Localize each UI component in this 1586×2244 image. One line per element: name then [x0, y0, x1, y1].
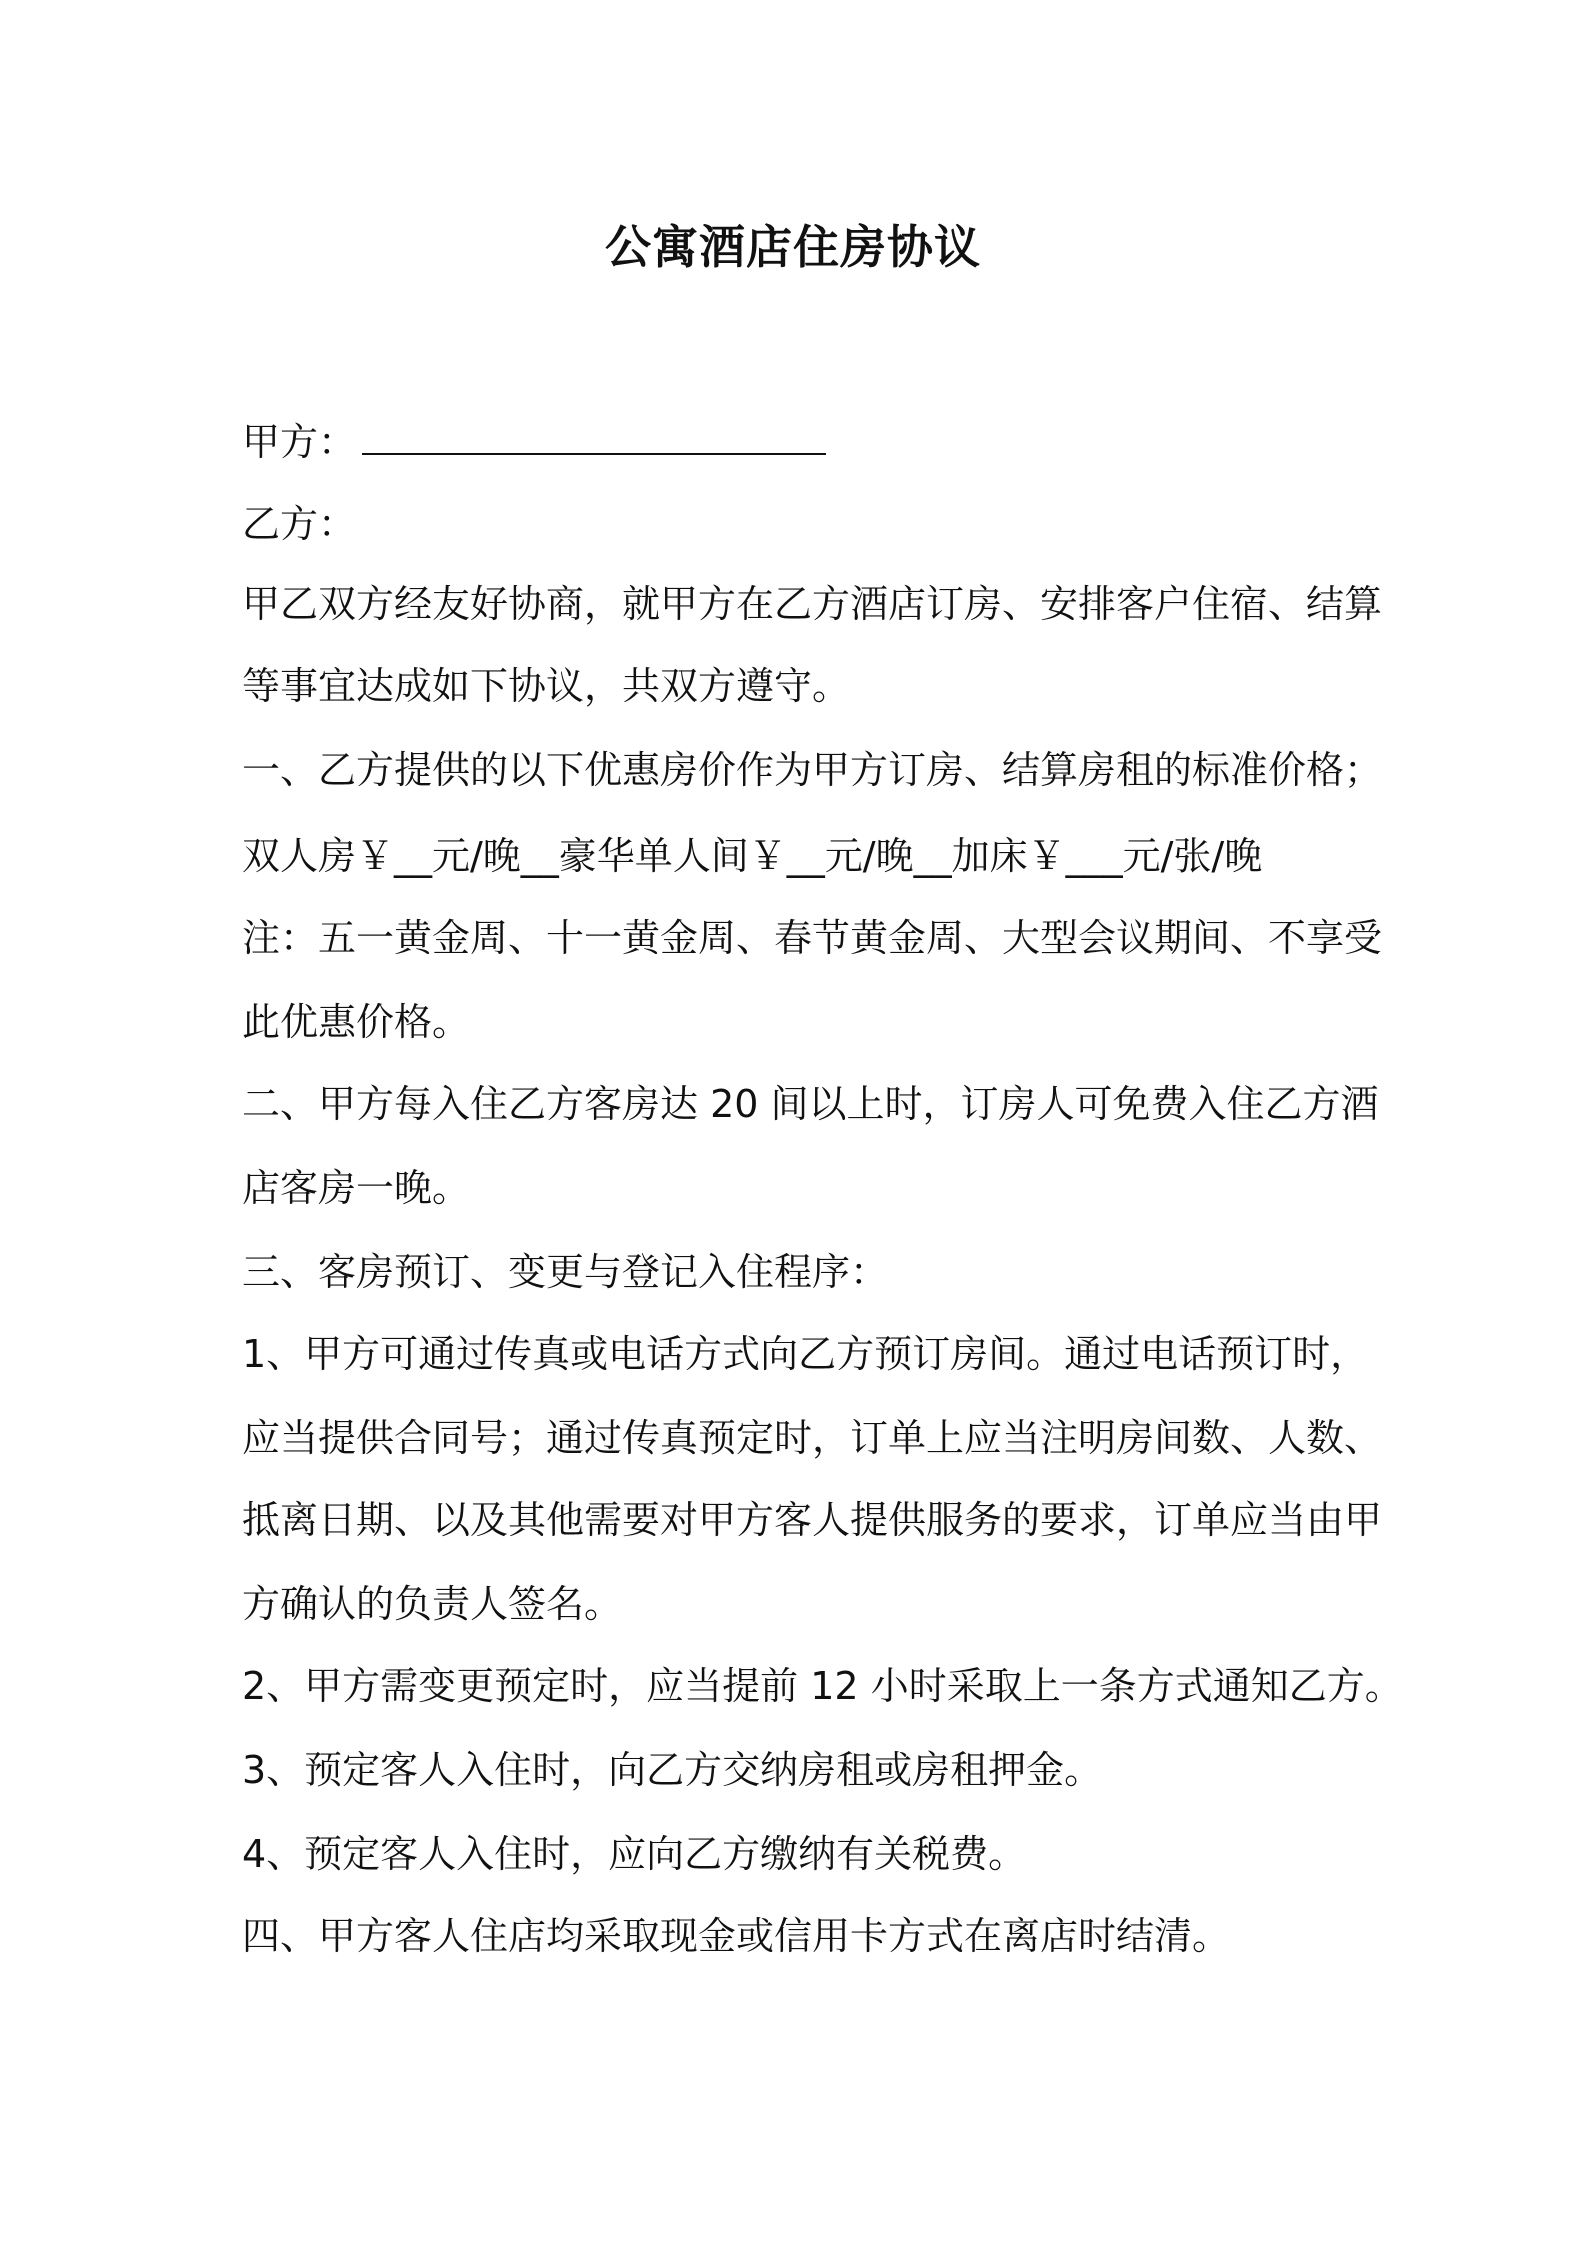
clause-4-line: 四、甲方客人住店均采取现金或信用卡方式在离店时结清。 — [242, 1914, 1231, 1958]
note-line-1: 注：五一黄金周、十一黄金周、春节黄金周、大型会议期间、不享受 — [242, 916, 1383, 960]
item-4-line: 4、预定客人入住时，应向乙方缴纳有关税费。 — [242, 1832, 1027, 1876]
clause-2-line-1: 二、甲方每入住乙方客房达 20 间以上时，订房人可免费入住乙方酒 — [242, 1082, 1379, 1126]
item-1-line-4: 方确认的负责人签名。 — [242, 1582, 623, 1626]
item-1-line-2: 应当提供合同号；通过传真预定时，订单上应当注明房间数、人数、 — [242, 1416, 1383, 1460]
clause-3-line: 三、客房预订、变更与登记入住程序： — [242, 1250, 889, 1294]
note-line-2: 此优惠价格。 — [242, 1000, 471, 1044]
party-a-line — [242, 412, 1382, 472]
item-3-line: 3、预定客人入住时，向乙方交纳房租或房租押金。 — [242, 1748, 1103, 1792]
item-1-line-1: 1、甲方可通过传真或电话方式向乙方预订房间。通过电话预订时， — [242, 1332, 1369, 1376]
intro-line-2: 等事宜达成如下协议，共双方遵守。 — [242, 664, 851, 708]
party-a-label: 甲方： — [242, 420, 357, 464]
intro-line-1: 甲乙双方经友好协商，就甲方在乙方酒店订房、安排客户住宿、结算 — [242, 582, 1383, 626]
room-price-line: 双人房￥__元/晚__豪华单人间￥__元/晚__加床￥___元/张/晚 — [242, 834, 1263, 878]
item-1-line-3: 抵离日期、以及其他需要对甲方客人提供服务的要求，订单应当由甲 — [242, 1498, 1383, 1542]
item-2-line: 2、甲方需变更预定时，应当提前 12 小时采取上一条方式通知乙方。 — [242, 1664, 1403, 1708]
party-b-line: 乙方： — [242, 502, 357, 546]
clause-1-line: 一、乙方提供的以下优惠房价作为甲方订房、结算房租的标准价格； — [242, 748, 1383, 792]
clause-2-line-2: 店客房一晚。 — [242, 1166, 471, 1210]
party-a-blank — [362, 423, 826, 455]
document-title: 公寓酒店住房协议 — [605, 220, 981, 274]
